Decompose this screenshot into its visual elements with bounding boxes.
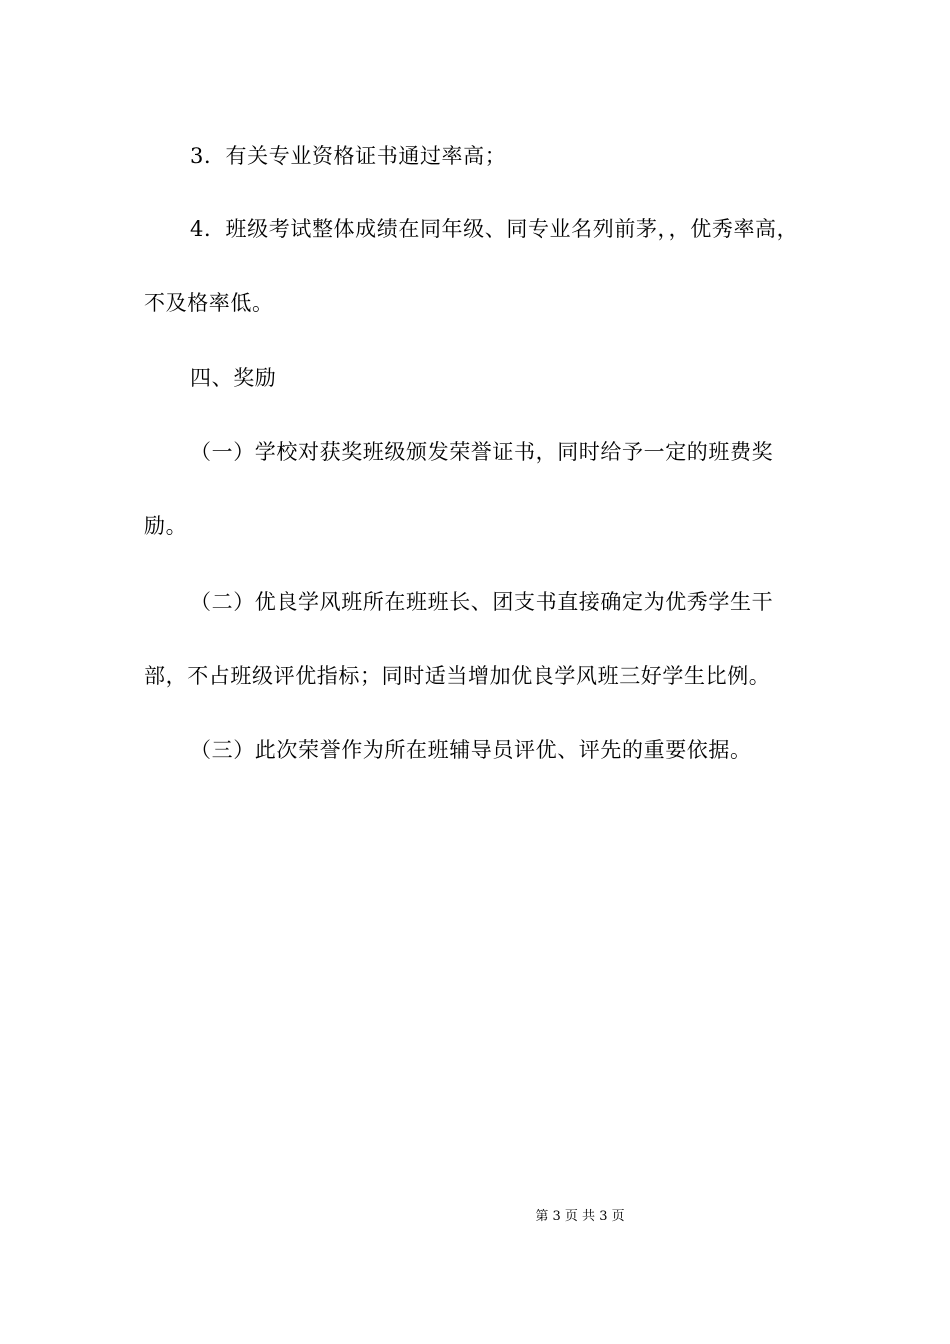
reward-item-1: （一）学校对获奖班级颁发荣誉证书，同时给予一定的班费奖 bbox=[190, 440, 774, 464]
criteria-item-3: 3．有关专业资格证书通过率高； bbox=[190, 144, 507, 168]
reward-item-2-continued: 部，不占班级评优指标；同时适当增加优良学风班三好学生比例。 bbox=[144, 664, 771, 688]
reward-item-3: （三）此次荣誉作为所在班辅导员评优、评先的重要依据。 bbox=[190, 738, 752, 762]
criteria-item-4: 4．班级考试整体成绩在同年级、同专业名列前茅，，优秀率高， bbox=[190, 217, 799, 241]
reward-item-2: （二）优良学风班所在班班长、团支书直接确定为优秀学生干 bbox=[190, 590, 774, 614]
section-heading-rewards: 四、奖励 bbox=[190, 366, 277, 390]
criteria-item-4-continued: 不及格率低。 bbox=[144, 291, 274, 315]
reward-item-1-continued: 励。 bbox=[144, 514, 188, 538]
page-number-footer: 第 3 页 共 3 页 bbox=[535, 1209, 625, 1224]
